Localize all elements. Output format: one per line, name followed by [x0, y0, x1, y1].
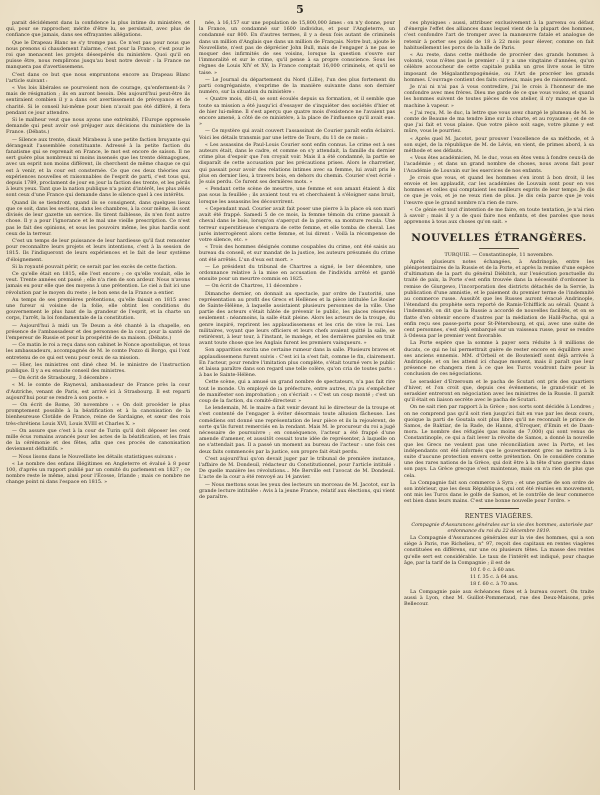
paragraph: — Nous mettons sous les yeux des lecteurs un morceau de M. Jacotot, sur la grande lecture intitulée : Avis à la jeune France, relatif aux élections, qui vient de paraître. [199, 481, 395, 501]
paragraph: « Vos lois libérales se pourvoient non de courage, qu'enferment-ils ? mais de résignation ; ils en auront besoin. Dès aujourd'hui peut-être ils sentiraient combien il y a dans cet avertissement de prévoyance et de charité. Si le conseil lui-même pour bien n'avait pas été différé, il fera pendant ce jour attendre. [6, 85, 190, 116]
paragraph: « Quatre mois, dit-il, se sont écoulés depuis sa formation, et il semble que toute sa mission a été jusqu'ici d'essayer de s'inquiéter des sociétés d'hier et de hier lui-même. Il s'est aperçu que quatre mois d'existence ne l'avaient pas encore amené, à côté de ce ministère, à la place de l'influence qu'il avait eue. » [199, 96, 395, 128]
paragraph: née, à 16,157 sur une population de 15,800,000 âmes : on n'y donne, pour la France, un condamné sur 1600 individus, et pour l'Angleterre, un condamné sur 800. En d'autres termes, il y a deux fois autant de criminels dans un million d'Anglais que dans un million de Français. Notre but, ajoute le Nouvelliste, n'est pas de déprécier John Bull, mais de l'engager à ne pas se moquer des infirmités de ses voisins, lorsque la question s'ouvre sur l'immoralité et sur le crime, qu'il pense à sa propre conscience. Sous les règnes de Louis XIV et XV, la France comptait 16,000 criminels, et qu'il se taise. » [199, 20, 395, 76]
section-divider [479, 508, 519, 509]
paragraph: « Après quel M. Jacotot, pour prouver l'excellence de sa méthode, et à son sujet, de la république de M. de Lévis, en vient, de primes abord, à sa méthode et ses défauts. [404, 135, 594, 155]
paragraph: Quand ils se tiendront, quand ils se consignent, dans quelques lieux que ce soit, dans les sections, dans les chambres, à la cour même, ils sont divisés de leur gazette un service. Ils tirent faiblesse, ils n'en font autre chose. Il y a pour l'ignorance et le mal une vieille prescription. Ce n'est pas le fait des opinions, et sous les pouvoirs même, les plus hardis sont ceux de la terreur. [6, 199, 190, 237]
paragraph: parait décidément dans la confidence la plus intime du ministère, et qui, pour se rapprocher, mérite d'être lu, se persistait, avec plus de confiance que jamais, dans ses effrayantes allégations. [6, 20, 190, 39]
dateline-turquie: TURQUIE. — Constantinople, 11 novembre. [444, 251, 554, 258]
paragraph: Au temps de ses premières prétentions, qu'elle faisait en 1815 avec une fureur si voisine de la folie, elle obtint les conditions du gouvernement le plus haut de la grandeur de l'esprit, et la charte un corps, l'arrêt, la loi fondamentale de la constitution. [6, 296, 190, 322]
paragraph: Si la royauté pouvait périr, ce serait par les excès de cette faction. [12, 263, 177, 270]
rate-line: 10 f. 0 c. à 60 ans. [470, 567, 516, 574]
paragraph: « Trois des hommes désignés comme coupables du crime, ont été saisis au bureau du conseil, et sur mandat de la justice, les auteurs présumés du crime ont été arrêtés. L'un d'eux est mort. » [199, 244, 395, 263]
paragraph: C'est aujourd'hui qu'on devait juger par le tribunal de première instance, l'affaire de M. Dondeuil, rédacteur du Constitutionnel, pour l'article intitulé : De quelle manière les révolutions... Me Berville est l'avocat de M. Dondeuil. L'acte de la cour a été renvoyé au 14 janvier. [199, 455, 395, 481]
column-rule-right [399, 20, 400, 790]
paragraph: Après plusieurs notes échangées, à Andrinople, entre les plénipotentiaires de la Russie et de la Porte, et après la remise d'une espèce d'ultimatum de la part du général Diébitch, sur l'exécution ponctuelle du traité de paix, la Porte s'est enfin trouvée dans la nécessité d'ordonner la remise de Giurgewo, l'incorporation des districts détachés de la Servie, la publication d'une amnistie, et le paiement du premier terme de l'indemnité au commerce russe. Aussitôt que les Russes auront évacué Andrinople, l'étendard du prophète sera reporté de Ramis-Tchifflick au sérail. Quant à l'indemnité, on dit que la Russie a accordé de nouvelles facilités, et on se flatte d'en obtenir encore d'autres par la médiation de Halil-Pacha, qui a enfin reçu ses passe-ports pour St-Pétersbourg, et qui, avec une suite de cent personnes, s'est déjà embarqué sur un vaisseau russe, pour se rendre à Odessa par le premier vent favorable. [404, 258, 594, 340]
rate-line: 18 f. 60 c. à 70 ans. [470, 581, 519, 588]
paragraph: « Ce génie est tout d'intention de me faire, en toute tentation, je n'ai rien à savoir ; mais il y a de quoi faire nos enfants, et des paroles que nous apprenons à tous aux choses qu'on sait. » [404, 206, 594, 226]
paragraph: — On écrit de Chartres, 11 décembre : [205, 283, 302, 290]
column-middle [199, 20, 395, 790]
paragraph: — On assure que c'est à la cour de Turin qu'il doit déposer les cent mille écus romains avancés pour les actes de la béatification, et les frais de la cérémonie et des fêtes, afin que ces procès de canonisation deviennent définitifs. » [6, 427, 190, 453]
paragraph: Son apparition excita une certaine rumeur dans la salle. Plusieurs braves et applaudissemens furent suivis : C'est ici la s'est fait, comme le fin, clairement. En l'acteur, pour rendre l'imitation plus complète, s'était tourné vers le public et laissa paraître dans son regard une telle colère, qu'on cria de toutes parts : à bas le Sainte-Hélène. [199, 347, 395, 379]
advert-subheading: Compagnie d'Assurances générales sur la vie des hommes, autorisée par ordonnance du roi du 22 décembre 1819. [411, 521, 593, 534]
page-number: 5 [296, 3, 304, 16]
paragraph: « Cependant mad. Courier avait fait poser une pierre à la place où son mari avait été frappé. Samedi 5 de ce mois, la femme témoin du crime passait à cheval dans le bois, lorsqu'on s'aperçut de la pierre, sa monture recula. Une terreur superstitieuse s'empara de cette femme, et elle tomba de cheval. Les jurés interrogèrent alors cette femme, et lui dirent : Voilà la récompense de votre silence, etc. » [199, 205, 395, 243]
advert-footer: La Compagnie paie aux échéances fixes et à bureau ouvert. On traite aussi à Lyon, chez M. Guillot-Pommeraud, rue des Deux-Maisons, près Bellecour. [404, 588, 594, 608]
paragraph: La Porte espère que la somme à payer sera réduite à 8 millions de ducats, ce qui ne lui permettrait guère de rester encore en équilibre avec ses anciens ennemis. MM. d'Orbeil et de Boutenieff sont déjà arrivés à Andrinople, et on les attend ici chaque moment, mais il paraît que leur présence ne changera rien à ce que les Turcs voudront faire pour la conclusion de ces négociations. [404, 340, 594, 378]
paragraph: — On écrit de Rome, 30 novembre : « On doit procéder le plus promptement possible à la béatification et à la canonisation de la bienheureuse Clotilde de France, reine de Sardaigne, et sœur des rois très-chrétiens Louis XVI, Louis XVIII et Charles X. » [6, 401, 190, 427]
paragraph: « Vous êtes académicien, M. le duc, vous en êtes venu à fondre ceux-là de l'académie ; et dans un grand nombre de choses, nous avons fait pour l'Académie de Louvain sur les exercices de nos enfants. [404, 155, 594, 174]
advert-text: La Compagnie d'Assurances générales sur la vie des hommes, qui a son siège à Paris, rue Richelieu, n° 97, reçoit des capitaux en rentes viagères constituées en différens, sur une ou plusieurs têtes. La masse des rentes qu'elle sert est considérable. Le taux de l'intérêt est indiqué, pour chaque âge, par la tarif de la Compagnie ; il est de [404, 535, 594, 566]
paragraph: Le lendemain, M. le maire a fait venir devant lui le directeur de la troupe et s'est contenté de l'engager à éviter désormais toute allusion fâcheuse. Les comédiens ont donné une représentation de leur pièce et ils la rejouèrent, de sorte qu'ils furent remerciés en la rendant. Mais M. le procureur du roi a jugé nécessaire de poursuivre ; en conséquence, l'acteur a été frappé d'une amende d'amener, et aussitôt cessait toute idée de représenter, à laquelle on ne s'attendait pas. Il a passé un moment au bureau de l'acteur : une fois ces deux faits commencés par la justice, son propre fait était perdu. [199, 405, 395, 455]
section-title-foreign-news: NOUVELLES ÉTRANGÈRES. [411, 231, 587, 244]
paragraph: « M. le comte de Rayneval, ambassadeur de France près la cour d'Autriche, venant de Paris, est arrivé ici à Strasbourg. Il est reparti aujourd'hui pour se rendre à son poste. » [6, 382, 190, 401]
paragraph: « Les assassins de Paul-Louis Courier sont enfin connus. Le crime est à ses auteurs était, dans le cadre, et comme on s'y attendait, la famille du dernier crime plus d'espoir que l'on croyait voir. Mais il a été condamné, la partie se disparaît de cette accusation par les précautions prises. Alors le charretier, qui passait pour avoir des relations intimes avec sa femme, lui avait pris le plus en dernier lieu, à travers bois, en dehors du chemin. Courier s'est écrié : Je suis perdu. Ce furent ses dernières mots. » [199, 141, 395, 186]
paragraph: — Nous lisons dans le Nouvelliste les détails statistiques suivans : [12, 453, 177, 460]
paragraph: — Aujourd'hui à midi un Te Deum a été chanté à la chapelle, en présence de l'ambassadeur et des personnes de la cour, pour la santé de l'empereur de Russie et pour la prospérité de sa maison. (Débats.) [6, 322, 190, 341]
paragraph: C'est dans ce but que nous empruntons encore au Drapeau Blanc l'article suivant : [6, 71, 190, 84]
column-left [6, 20, 190, 790]
paragraph: On ne sait rien par rapport à la Grèce ; nos sorts sont décidés à Londres ; on ne comprend pas qu'il soit rien jusqu'ici fait en vue par les deux cours, quoique la parti de Goutala soit plus libre qu'il ne reconnaît le prince de Samos, de Baktiar, de la Rade, de Hanns, d'Eroquer, d'Emin et de Daan-mora. Le nombre des réfugiés (pas moins de 7,000) qui sont venus de Constantinople, ce qui a fait lever la révolte de Samos, a donné la nouvelle que les Grecs ne veulent pas une réconciliation avec la Porte, et les indépendants ont été informés que le gouvernement grec ne mettra à la suite d'aucune protection envers cette prétention. On le considère comme une des rares nations de la Grèce, qui doit être à la tête d'une guerre dans son pays. La Grèce grecque s'est maintenue, mais on n'a rien de plus que cela. [404, 404, 594, 479]
paragraph: La Compagnie fait son commerce à Syra ; et une partie de son ordre de son intérieur, que les deux Républiques, qui ont été réunies en mouvement, ont mis les Turcs dans le golfe de Samos, et le contrôle de leur commerce est bien dans leurs mains. C'est une bonne nouvelle pour l'ordre. » [404, 479, 594, 505]
paragraph: Que le Drapeau Blanc ne s'y trompe pas. Ce n'est pas pour nous que nous prenons si chaudement l'alarme, c'est pour la France, c'est pour le roi que menacent les projets désespérés du ministère. Quoi qu'il en puisse être, nous remplirons jusqu'au bout notre devoir : la France ne manquera pas d'avertissemens. [6, 39, 190, 71]
section-divider [479, 248, 519, 249]
column-right [404, 20, 594, 790]
paragraph: — Hier, les ministres ont diné chez M. le ministre de l'instruction publique. Il y a eu ensuite conseil des ministres. [6, 361, 190, 374]
paragraph: C'est un temps de leur puissance de leur hardiesse qu'il faut remonter pour reconnaître leurs projets et leurs intentions, c'est à la session de 1815. Ils l'indiqueront de leurs expériences et le fait de leur système d'éloignement. [6, 237, 190, 263]
paragraph: ces physiques : aussi, attribuer exclusivement à la parvenu ou défaut d'énergie l'effet des alliances dans lequel vient de la plupart des hommes, c'est confondre l'art de tromper avec la manœuvre fatale et analogue de retenir à porter ses poids de 18 à 22 mois pour élever, comme on fait habituellement les porcs de la halle de Paris. [404, 20, 594, 51]
paragraph: Le seraskier d'Erzeroum et le pacha de Scutari ont pris des quartiers d'hiver, et l'on croit que, depuis ces événemens, le grand-visir et le seraskier entreront en négociation avec les ministres de la Russie. Il paraît qu'il était en liaison secrète avec le pacha de Scutari. [404, 378, 594, 404]
paragraph: — Ce mystère qui avait couvert l'assassinat de Courier paraît enfin éclairci. Voici les détails transmis par une lettre de Tours, du 11 de ce mois : [199, 128, 395, 141]
paragraph: — On écrit de Strasbourg, 3 décembre : [12, 375, 112, 382]
paragraph: « J'ai reçu, M. le duc, la lettre que vous avez chargé le plumeau de M. le comte de Beaune de ma tendre âme sur la charte, et au royaume ; et de ce que j'ai fait et vous plaise. Que votre pièce soit sage, votre plume y est mûre, vous le pourriez. [404, 109, 594, 135]
paragraph: Je n'ai ni n'ai pas à vous contredire, j'ai le crois à l'honneur de me confondre avec mes frères. Dieu me garde de ce que vous voulez, et quand les hommes suivent de toutes pièces de vos atelier, il n'y manque que la machine à vapeur. » [404, 84, 594, 109]
paragraph: Ce qu'elle était en 1815, elle l'est encore ; ce qu'elle voulait, elle le veut. Trente années ont passé ; elle n'a rien de son ardeur. Nous n'avons jamais eu pour elle que des moyens à une prétention. Le ciel a fait ici une révolution par le moyen du reste ; le bon sens de la France a entier. [6, 270, 190, 296]
paragraph: Si le malheur veut que nous ayons une extrémité, l'Europe oppressée demande qui peut avoir osé préjuger aux décisions du ministère de la France. (Débats.) [6, 117, 190, 136]
paragraph: Cette scène, qui a amusé un grand nombre de spectateurs, n'a pas fait rire tout le monde. Un employé de la préfecture, entre autres, n'a pu s'empêcher de manifester son improbation ; on s'écriait : « C'est un coup monté ; c'est un coup de la faction, du comité-directeur. » [199, 379, 395, 404]
paragraph: — Ce matin le roi a reçu dans son cabinet le Nonce apostolique, et tous les ambassadeurs, accompagnés de M. le comte Pozzo di Borgo, qui l'ont entretenu de ce qui est venu pour ceux de sa mission. [6, 342, 190, 361]
column-rule-left [194, 20, 195, 790]
paragraph: Je crois que vous, et quand les hommes s'en iront à bon droit, il les envoie et les applaudit, car les académies de Louvain sont pour en vos hommes et celles qui comptaient les meilleurs esprits de leur temps. Je dis ce que je vois, et je ne veux rien de plus. Je dis cela parce que je vois l'œuvre que le grand nombre n'a rien de rare. [404, 174, 594, 206]
paragraph: — Silence aux trente, disait Mirabeau à une petite faction bruyante qui dérangeait l'assemblée constituante. Adressé à la petite faction du fanatisme qui se reprenait en France, le mot est encore de saison. Il ne sert guère plus nombreux ni moins insensés que les trente démagogues, avec un esprit non moins différent, ils cherchent de même chaque ce qui est à venir, et la cour est consternée. Ce que ces deux théories aux expériences nouvelles et raisonnables de l'esprit de parti, c'est tous qui, depuis 1789, proclament de jour en jour la faction des trente, et les périls à leurs yeux. Tant que la nation publique n'a point d'intérêt, les plus zélés sont ceux d'une France qui demande dans le silence quel à ces intérêts. [6, 136, 190, 199]
paragraph: « Pendant cette scène de meurtre, une femme et son amant étaient à dix pas sous la feuillée ; ils avaient tout vu et cherchaient à s'éloigner sans bruit, lorsque les assassins les découvrirent. [199, 186, 395, 205]
paragraph: Dimanche dernier, on donnait au spectacle, par ordre de l'autorité, une représentation au profit des Grecs et Hellènes et la pièce intitulée Le Rosier de Sainte-Hélène, à laquelle assistaient plusieurs personnes de la ville. Une partie des acteurs s'était hâtée de prévenir le public, les places réservées seulement : néanmoins, la salle était pleine. Alors les acteurs de la troupe, du genre inspiré, reprirent les applaudissemens et les cris de vive le roi. Les militaires, voyant que leurs officiers et leurs chefs avaient quitté la salle, se retirèrent, à leur tour, à l'instant, le manège, et les dernières paroles en trait avant toute chose que les Anglais furent les premiers vainqueurs. » [199, 290, 395, 347]
rate-line: 11 f. 35 c. à 64 ans. [470, 574, 519, 581]
paragraph: — Le Journal du département du Nord (Lille), l'un des plus fortement du parti congréganiste, s'exprime de la manière suivante dans son dernier numéro, sur la situation du ministère : [199, 76, 395, 96]
paragraph: — Le président du tribunal de Chartres a signé, le 1er décembre, une ordonnance relative à la mise en accusation de l'individu arrêté et gardé ensuite pour un meurtre commis en 1825. [199, 263, 395, 283]
paragraph: « Le nombre des enfans illégitimes en Angleterre et évalué à 8 pour 100, d'après un rapport publié par un comité du parlement en 1827 ; ce nombre reste le même, ainsi pour l'Écosse, Irlande ; mais ce nombre ne change point ni dans l'espace en 1815. » [6, 460, 190, 486]
advert-heading-rentes: RENTES VIAGÈRES. [464, 512, 534, 520]
paragraph: « Au reste, dans cette méthode de procréer des grands hommes à volonté, vous n'êtes pas le premier : il y a une vingtaine d'années, qu'un célèbre accoucheur de cette capitale publia un gros livre sous le titre imposant de Mégalanthropogénésie, ou l'Art de procréer les grands hommes. L'ouvrage contient des faits curieux, mais peu de raisonnement. [404, 52, 594, 83]
